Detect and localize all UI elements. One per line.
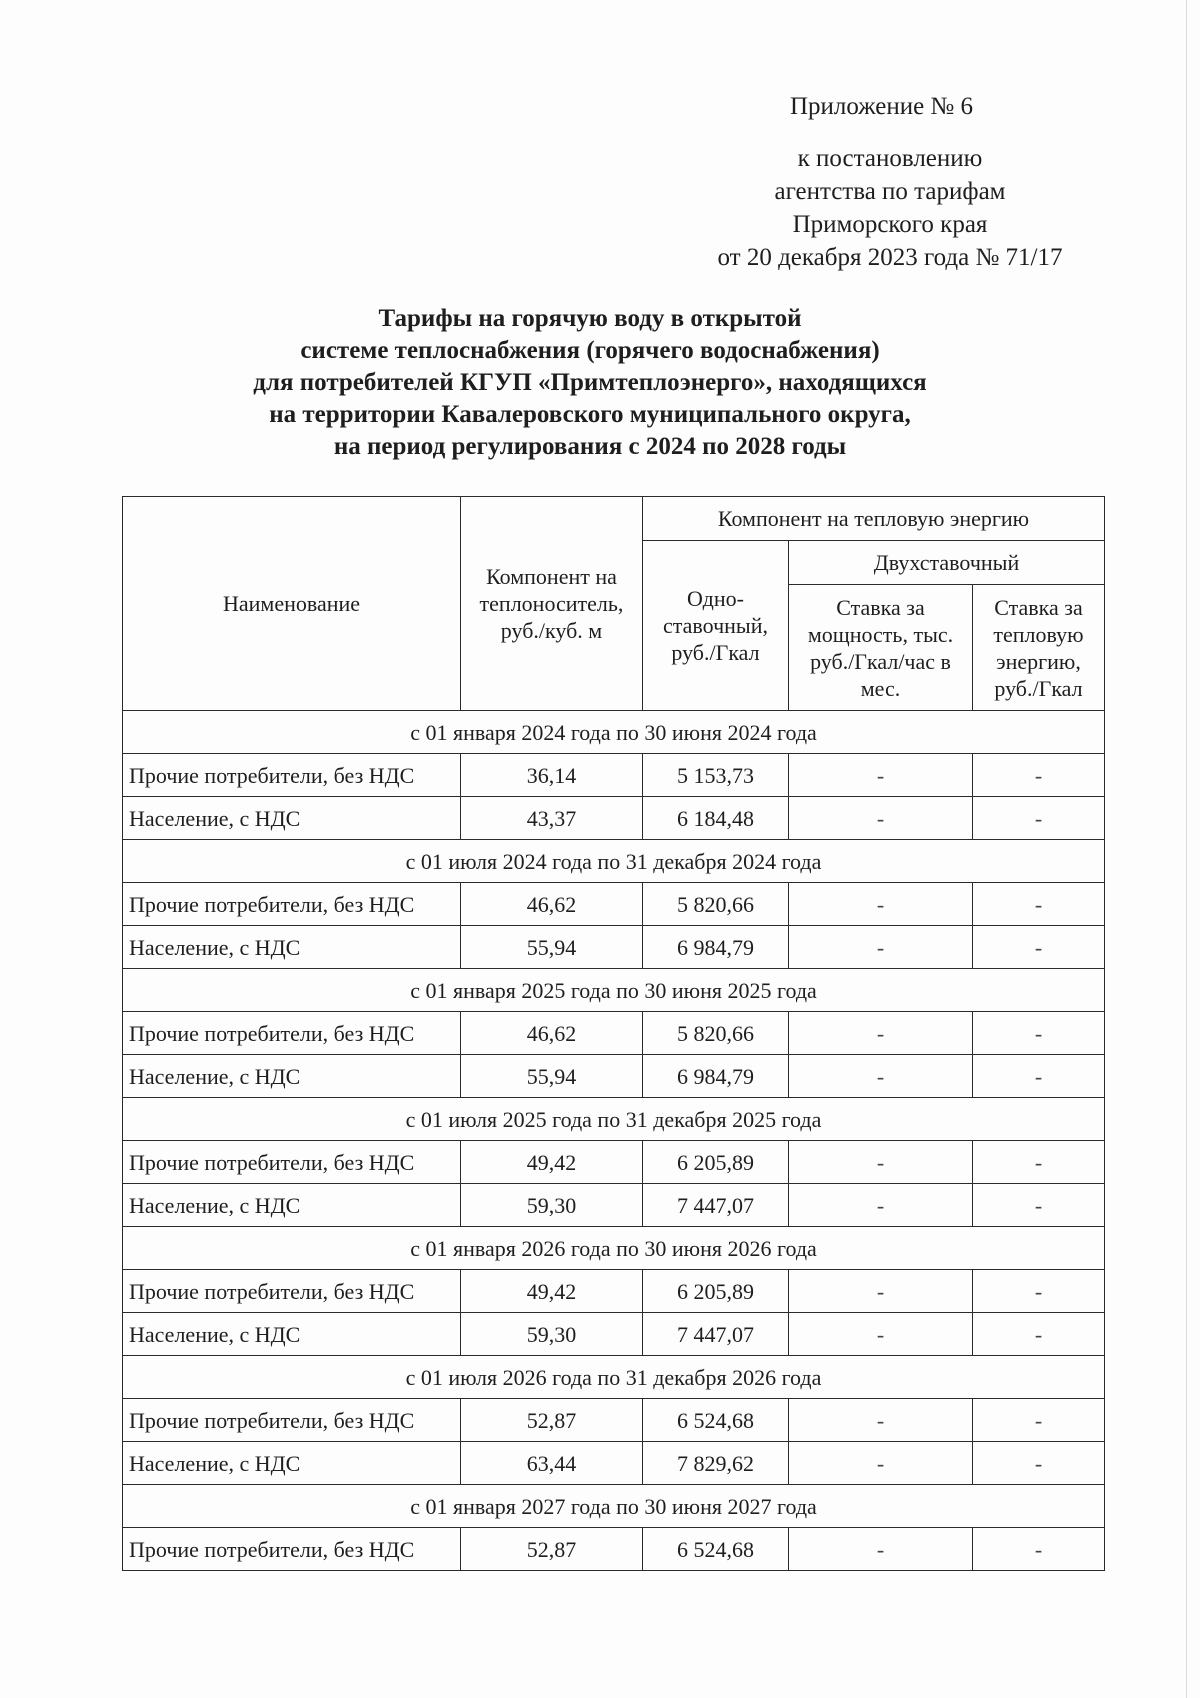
capacity-rate-cell: - (789, 797, 973, 840)
resolution-line: агентства по тарифам (774, 178, 1006, 205)
period-label: с 01 июля 2025 года по 31 декабря 2025 года (123, 1098, 1105, 1141)
consumer-name-cell: Прочие потребители, без НДС (123, 1528, 461, 1571)
carrier-component-cell: 52,87 (461, 1528, 643, 1571)
header-energy-rate: Ставка за тепловую энергию, руб./Гкал (973, 585, 1105, 711)
single-rate-cell: 6 205,89 (643, 1270, 789, 1313)
single-rate-cell: 6 205,89 (643, 1141, 789, 1184)
title-line: системе теплоснабжения (горячего водоснабжения) (300, 337, 880, 364)
energy-rate-cell: - (973, 926, 1105, 969)
carrier-component-cell: 55,94 (461, 926, 643, 969)
table-row (123, 754, 1105, 797)
header-name: Наименование (123, 497, 461, 711)
consumer-name-cell: Прочие потребители, без НДС (123, 1399, 461, 1442)
single-rate-cell: 7 447,07 (643, 1184, 789, 1227)
energy-rate-cell: - (973, 1012, 1105, 1055)
period-row (123, 1227, 1105, 1270)
capacity-rate-cell: - (789, 1528, 973, 1571)
carrier-component-cell: 46,62 (461, 883, 643, 926)
header-carrier-component: Компонент на теплоноситель, руб./куб. м (461, 497, 643, 711)
resolution-line: Приморского края (792, 211, 988, 238)
table-row (123, 883, 1105, 926)
period-row (123, 711, 1105, 754)
energy-rate-cell: - (973, 1442, 1105, 1485)
energy-rate-cell: - (973, 1270, 1105, 1313)
header-capacity-rate: Ставка за мощность, тыс. руб./Гкал/час в мес. (789, 585, 973, 711)
resolution-line: к постановлению (797, 145, 983, 172)
title-line: на территории Кавалеровского муниципального округа, (269, 401, 911, 428)
single-rate-cell: 5 820,66 (643, 1012, 789, 1055)
energy-rate-cell: - (973, 1399, 1105, 1442)
table-row (123, 1012, 1105, 1055)
single-rate-cell: 5 153,73 (643, 754, 789, 797)
period-label: с 01 января 2024 года по 30 июня 2024 года (123, 711, 1105, 754)
consumer-name-cell: Прочие потребители, без НДС (123, 883, 461, 926)
consumer-name-cell: Население, с НДС (123, 926, 461, 969)
table-row (123, 1313, 1105, 1356)
period-label: с 01 января 2027 года по 30 июня 2027 года (123, 1485, 1105, 1528)
single-rate-cell: 5 820,66 (643, 883, 789, 926)
carrier-component-cell: 55,94 (461, 1055, 643, 1098)
energy-rate-cell: - (973, 1184, 1105, 1227)
period-label: с 01 января 2026 года по 30 июня 2026 года (123, 1227, 1105, 1270)
period-label: с 01 июля 2024 года по 31 декабря 2024 года (123, 840, 1105, 883)
consumer-name-cell: Население, с НДС (123, 1313, 461, 1356)
energy-rate-cell: - (973, 1141, 1105, 1184)
scan-edge-line (1186, 0, 1187, 1698)
energy-rate-cell: - (973, 883, 1105, 926)
tariff-table (122, 496, 1105, 1571)
table-row (123, 1399, 1105, 1442)
period-label: с 01 января 2025 года по 30 июня 2025 года (123, 969, 1105, 1012)
period-row (123, 1356, 1105, 1399)
table-row (123, 1528, 1105, 1571)
energy-rate-cell: - (973, 1528, 1105, 1571)
carrier-component-cell: 52,87 (461, 1399, 643, 1442)
header-single-rate: Одно-ставочный, руб./Гкал (643, 541, 789, 711)
energy-rate-cell: - (973, 1313, 1105, 1356)
energy-rate-cell: - (973, 754, 1105, 797)
carrier-component-cell: 46,62 (461, 1012, 643, 1055)
consumer-name-cell: Прочие потребители, без НДС (123, 1141, 461, 1184)
table-row (123, 1442, 1105, 1485)
capacity-rate-cell: - (789, 754, 973, 797)
energy-rate-cell: - (973, 1055, 1105, 1098)
table-row (123, 1184, 1105, 1227)
consumer-name-cell: Прочие потребители, без НДС (123, 1012, 461, 1055)
capacity-rate-cell: - (789, 1399, 973, 1442)
single-rate-cell: 7 447,07 (643, 1313, 789, 1356)
document-title (160, 303, 1020, 463)
consumer-name-cell: Прочие потребители, без НДС (123, 1270, 461, 1313)
carrier-component-cell: 49,42 (461, 1270, 643, 1313)
capacity-rate-cell: - (789, 1442, 973, 1485)
period-row (123, 840, 1105, 883)
energy-rate-cell: - (973, 797, 1105, 840)
capacity-rate-cell: - (789, 926, 973, 969)
capacity-rate-cell: - (789, 1141, 973, 1184)
single-rate-cell: 7 829,62 (643, 1442, 789, 1485)
capacity-rate-cell: - (789, 1313, 973, 1356)
title-line: на период регулирования с 2024 по 2028 годы (333, 433, 847, 460)
title-line: для потребителей КГУП «Примтеплоэнерго», находящихся (253, 369, 927, 396)
capacity-rate-cell: - (789, 883, 973, 926)
consumer-name-cell: Население, с НДС (123, 797, 461, 840)
tariff-table-header (123, 497, 1105, 711)
header-two-rate: Двухставочный (789, 541, 1105, 585)
consumer-name-cell: Население, с НДС (123, 1184, 461, 1227)
appendix-label: Приложение № 6 (790, 93, 974, 120)
resolution-line: от 20 декабря 2023 года № 71/17 (717, 244, 1063, 271)
single-rate-cell: 6 184,48 (643, 797, 789, 840)
carrier-component-cell: 49,42 (461, 1141, 643, 1184)
period-row (123, 1485, 1105, 1528)
table-row (123, 1270, 1105, 1313)
period-row (123, 969, 1105, 1012)
carrier-component-cell: 59,30 (461, 1184, 643, 1227)
consumer-name-cell: Население, с НДС (123, 1442, 461, 1485)
capacity-rate-cell: - (789, 1012, 973, 1055)
single-rate-cell: 6 524,68 (643, 1528, 789, 1571)
single-rate-cell: 6 984,79 (643, 1055, 789, 1098)
tariff-table-body (123, 711, 1105, 1571)
capacity-rate-cell: - (789, 1055, 973, 1098)
capacity-rate-cell: - (789, 1270, 973, 1313)
carrier-component-cell: 43,37 (461, 797, 643, 840)
capacity-rate-cell: - (789, 1184, 973, 1227)
carrier-component-cell: 36,14 (461, 754, 643, 797)
table-row (123, 926, 1105, 969)
resolution-reference (690, 142, 1090, 274)
header-thermal-component: Компонент на тепловую энергию (643, 497, 1105, 541)
table-row (123, 797, 1105, 840)
single-rate-cell: 6 984,79 (643, 926, 789, 969)
title-line: Тарифы на горячую воду в открытой (378, 305, 802, 332)
single-rate-cell: 6 524,68 (643, 1399, 789, 1442)
carrier-component-cell: 59,30 (461, 1313, 643, 1356)
table-row (123, 1141, 1105, 1184)
consumer-name-cell: Прочие потребители, без НДС (123, 754, 461, 797)
consumer-name-cell: Население, с НДС (123, 1055, 461, 1098)
period-label: с 01 июля 2026 года по 31 декабря 2026 года (123, 1356, 1105, 1399)
period-row (123, 1098, 1105, 1141)
carrier-component-cell: 63,44 (461, 1442, 643, 1485)
table-row (123, 1055, 1105, 1098)
